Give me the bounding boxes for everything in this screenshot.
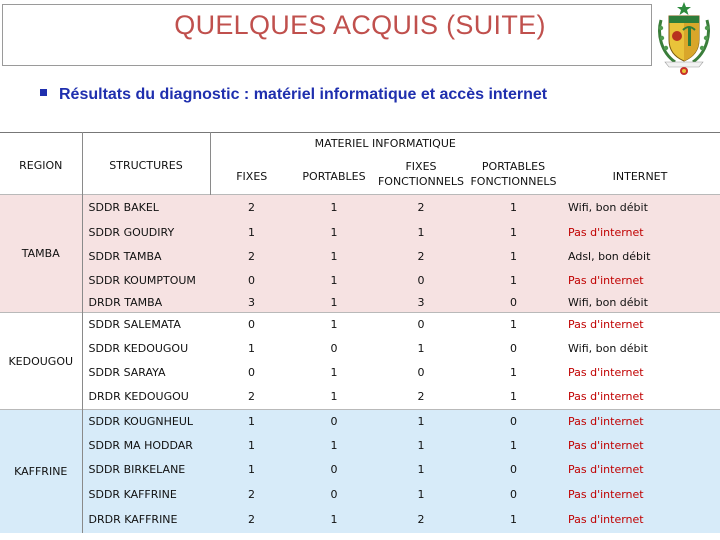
portables-fonctionnels-cell: 1 [510,274,517,287]
region-cell: TAMBA [0,195,82,313]
portables-cell: 1 [330,226,338,239]
fixes-fonctionnels-cell: 1 [417,439,425,452]
portables-cell: 1 [330,274,338,287]
portables-cell: 1 [293,195,375,221]
bullet-icon [40,89,47,96]
portables-cell: 1 [330,439,338,452]
senegal-coat-of-arms-icon [655,0,713,76]
structure-cell: SDDR SARAYA [88,366,166,379]
subtitle-text: Résultats du diagnostic : matériel informatique et accès internet [59,86,548,103]
header-portables: PORTABLES [293,155,375,195]
structure-cell: SDDR BIRKELANE [88,463,186,476]
portables-fonctionnels-cell: 1 [510,366,517,379]
table-row [0,337,720,361]
portables-fonctionnels-cell: 1 [510,250,517,263]
fixes-cell: 2 [248,250,255,263]
portables-fonctionnels-cell: 1 [467,313,560,337]
fixes-fonctionnels-cell: 2 [375,195,467,221]
internet-cell: Adsl, bon débit [568,250,651,263]
fixes-fonctionnels-cell: 1 [417,342,425,355]
table-row [0,385,720,410]
table-row [0,269,720,293]
fixes-fonctionnels-cell: 1 [417,226,425,239]
table-row [0,482,720,507]
fixes-cell: 2 [210,195,293,221]
table-row [0,195,720,221]
portables-fonctionnels-cell: 1 [510,439,517,452]
internet-cell: Pas d'internet [568,366,644,379]
header-fixes-fonctionnels: FIXES FONCTIONNELS [375,155,467,195]
portables-fonctionnels-cell: 1 [510,226,517,239]
internet-cell: Pas d'internet [568,439,644,452]
structure-cell: SDDR BAKEL [82,195,210,221]
structure-cell: SDDR KEDOUGOU [88,342,189,355]
table-row [0,293,720,313]
table-body [0,195,720,533]
fixes-fonctionnels-cell: 2 [417,390,425,404]
structure-cell: DRDR KAFFRINE [88,513,178,526]
header-row-1 [0,133,720,155]
structure-cell: SDDR GOUDIRY [88,226,175,239]
portables-cell: 1 [330,366,338,379]
structure-cell: SDDR MA HODDAR [88,439,193,452]
portables-fonctionnels-cell: 1 [467,195,560,221]
fixes-cell: 1 [248,439,255,452]
table-row [0,507,720,533]
fixes-cell: 1 [210,410,293,434]
fixes-cell: 2 [248,487,255,501]
fixes-cell: 1 [248,342,255,355]
portables-cell: 0 [330,342,338,355]
structure-cell: SDDR KAFFRINE [88,487,177,501]
portables-fonctionnels-cell: 1 [510,513,517,526]
internet-cell: Pas d'internet [568,463,644,476]
region-cell: KEDOUGOU [0,313,82,410]
portables-cell: 1 [330,250,338,263]
portables-cell: 1 [330,295,338,309]
fixes-fonctionnels-cell: 3 [417,295,425,309]
table-row [0,245,720,269]
structure-cell: DRDR KEDOUGOU [88,390,189,404]
structure-cell: SDDR KOUGNHEUL [82,410,210,434]
fixes-fonctionnels-cell: 2 [417,513,425,526]
table-row [0,434,720,458]
fixes-cell: 0 [248,366,255,379]
portables-fonctionnels-cell: 0 [467,410,560,434]
fixes-fonctionnels-cell: 0 [417,274,425,287]
diagnostic-table [0,132,720,533]
fixes-cell: 1 [248,226,255,239]
fixes-cell: 2 [248,390,255,404]
fixes-fonctionnels-cell: 1 [417,487,425,501]
structure-cell: SDDR TAMBA [88,250,162,263]
table-row [0,361,720,385]
header-fixes: FIXES [210,155,293,195]
internet-cell: Pas d'internet [568,487,644,501]
portables-cell: 1 [293,313,375,337]
structure-cell: SDDR SALEMATA [82,313,210,337]
header-portables-fonctionnels: PORTABLES FONCTIONNELS [467,155,560,195]
internet-cell: Wifi, bon débit [560,195,720,221]
portables-cell: 0 [293,410,375,434]
portables-fonctionnels-cell: 0 [510,463,517,476]
table-row [0,221,720,245]
structure-cell: SDDR KOUMPTOUM [88,274,196,287]
internet-cell: Pas d'internet [568,226,644,239]
internet-cell: Pas d'internet [560,410,720,434]
portables-cell: 1 [330,513,338,526]
portables-fonctionnels-cell: 0 [510,295,517,309]
internet-cell: Pas d'internet [560,313,720,337]
slide-title: QUELQUES ACQUIS (SUITE) [174,10,546,40]
region-cell: KAFFRINE [0,410,82,533]
portables-fonctionnels-cell: 1 [510,390,517,404]
header-structures: STRUCTURES [82,133,210,195]
fixes-cell: 3 [248,295,255,309]
portables-cell: 0 [330,463,338,476]
structure-cell: DRDR TAMBA [88,295,163,309]
fixes-fonctionnels-cell: 0 [417,366,425,379]
header-internet: INTERNET [560,155,720,195]
table-row [0,313,720,337]
fixes-fonctionnels-cell: 1 [417,463,425,476]
table-row [0,410,720,434]
slide-subtitle [40,86,547,104]
fixes-cell: 1 [248,463,255,476]
table-row [0,458,720,482]
portables-cell: 1 [330,390,338,404]
internet-cell: Pas d'internet [568,513,644,526]
fixes-cell: 0 [248,274,255,287]
internet-cell: Wifi, bon débit [568,295,648,309]
fixes-fonctionnels-cell: 1 [375,410,467,434]
portables-cell: 0 [330,487,338,501]
internet-cell: Pas d'internet [568,390,644,404]
fixes-fonctionnels-cell: 0 [375,313,467,337]
header-materiel-informatique: MATERIEL INFORMATIQUE [210,133,560,155]
fixes-cell: 2 [248,513,255,526]
portables-fonctionnels-cell: 0 [510,342,517,355]
header-region: REGION [0,133,82,195]
internet-cell: Wifi, bon débit [568,342,648,355]
internet-cell: Pas d'internet [568,274,644,287]
fixes-fonctionnels-cell: 2 [417,250,425,263]
fixes-cell: 0 [210,313,293,337]
portables-fonctionnels-cell: 0 [510,487,517,501]
